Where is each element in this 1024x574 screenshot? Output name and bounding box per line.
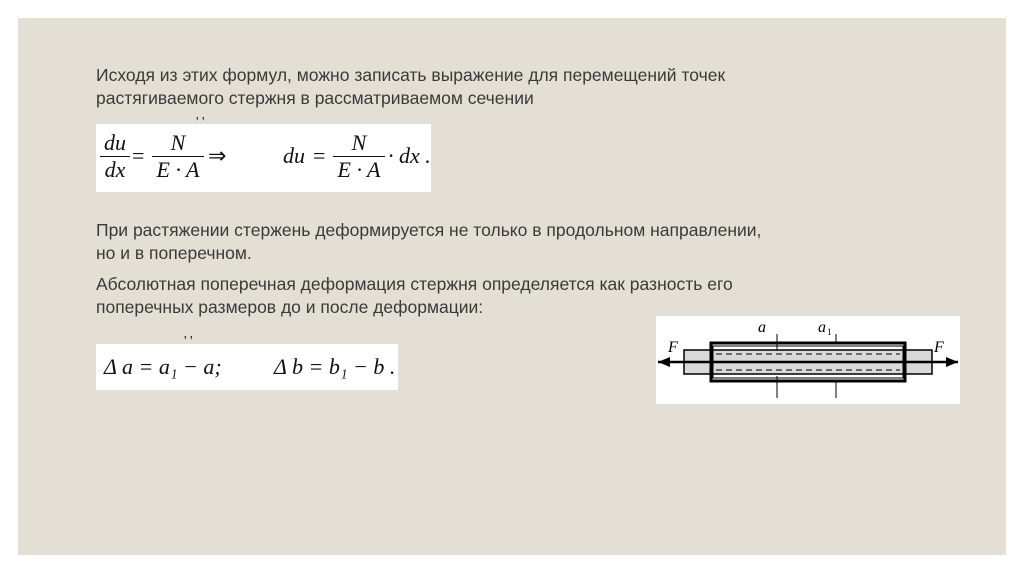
fraction-denominator: E · A [156, 157, 200, 182]
cropped-text-fragment: ' ' [196, 115, 205, 130]
formula-displacement [96, 115, 431, 192]
formula-delta-a: Δ a = a₁ − a; [104, 354, 222, 379]
formula-term-du: du [283, 143, 305, 168]
formula-transverse-deformation [96, 334, 398, 390]
force-label-left: F [668, 339, 678, 356]
paragraph-line: растягиваемого стержня в рассматриваемом сечении [96, 88, 534, 108]
force-label-right: F [934, 339, 944, 356]
force-arrow-right [946, 357, 958, 367]
paragraph-line: При растяжении стержень деформируется не только в продольном направлении, [96, 220, 762, 240]
fraction-du-dx [100, 130, 130, 183]
implies-arrow: ⇒ [208, 143, 227, 168]
fraction-n-ea [152, 130, 204, 183]
paragraph-line: Исходя из этих формул, можно записать выражение для перемещений точек [96, 65, 726, 85]
fraction-numerator: du [104, 130, 126, 155]
formula-term-dx: · dx . [388, 143, 431, 168]
paragraph-transverse [96, 219, 761, 265]
paragraph-line: поперечных размеров до и после деформации: [96, 297, 484, 317]
equals-sign: = [313, 143, 326, 168]
dimension-label-a: a [758, 319, 766, 336]
paragraph-line: но и в поперечном. [96, 243, 252, 263]
paragraph-absolute-deformation [96, 273, 733, 319]
equals-sign: = [132, 143, 145, 168]
fraction-denominator: E · A [337, 157, 381, 182]
formula-delta-b: Δ b = b₁ − b . [274, 354, 396, 379]
fraction-numerator: N [351, 130, 367, 155]
rod-tension-figure [656, 316, 960, 404]
fraction-n-ea [333, 130, 385, 183]
rod-diagram [656, 316, 960, 404]
cropped-text-fragment: ' ' [184, 334, 193, 349]
fraction-numerator: N [170, 130, 186, 155]
force-arrow-left [658, 357, 670, 367]
dimension-label-a1-subscript: 1 [827, 327, 832, 337]
dimension-label-a1: a [818, 319, 826, 336]
paragraph-displacement [96, 64, 725, 110]
fraction-denominator: dx [104, 157, 126, 182]
paragraph-line: Абсолютная поперечная деформация стержня определяется как разность его [96, 274, 733, 294]
